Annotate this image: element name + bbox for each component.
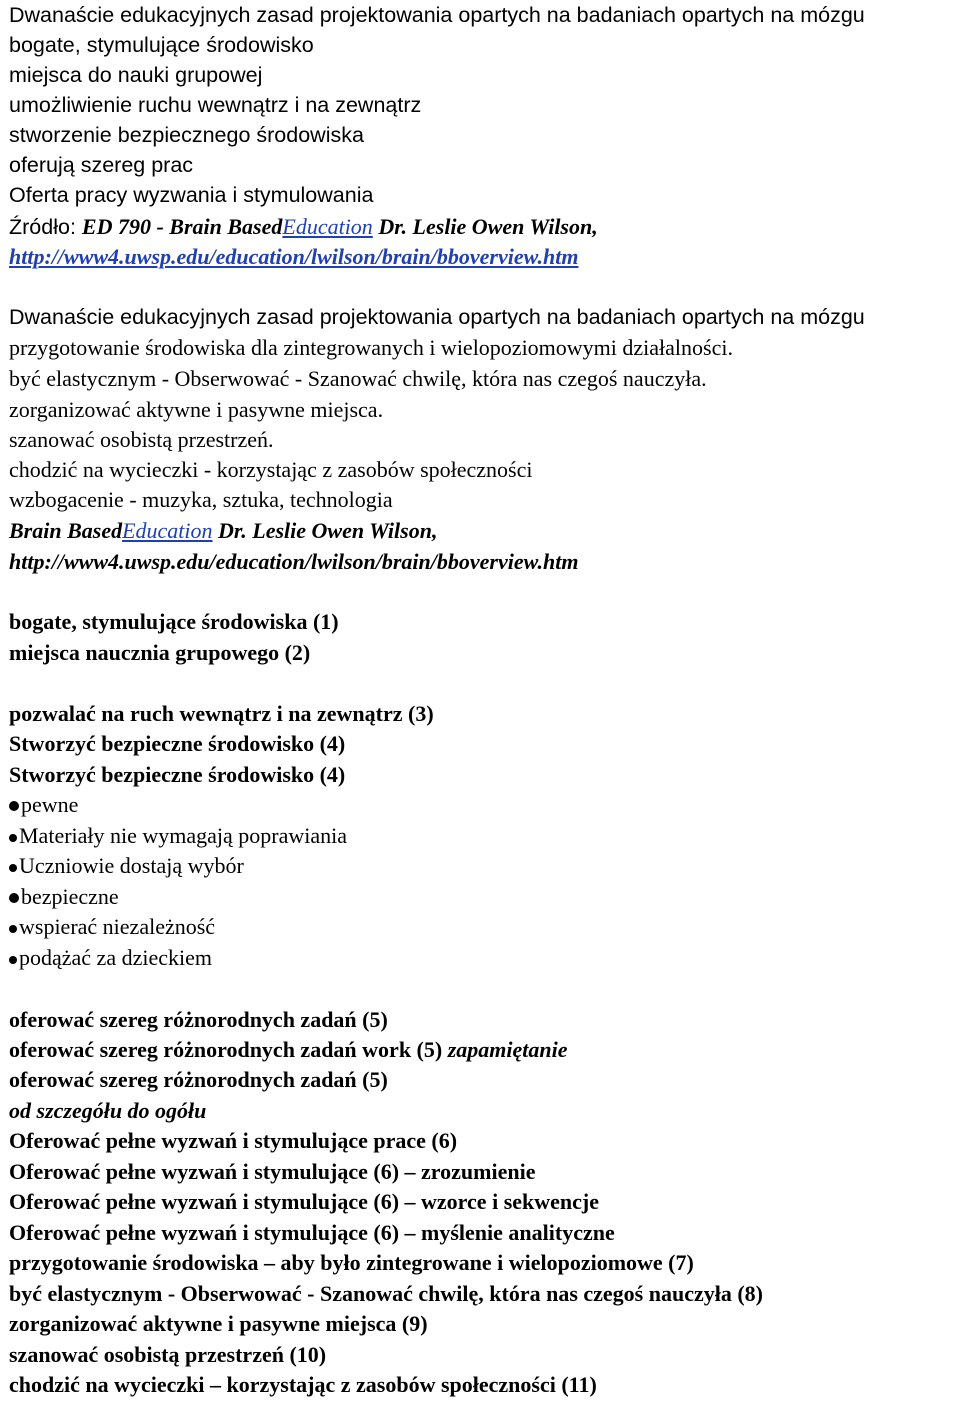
bullet-text: bezpieczne xyxy=(21,884,119,909)
principle-line: miejsca naucznia grupowego (2) xyxy=(9,640,311,665)
bullet-icon xyxy=(9,834,17,842)
principle-line: oferować szereg różnorodnych zadań (5) xyxy=(9,1007,388,1032)
bullet-icon xyxy=(9,956,17,964)
principle-italic: zapamiętanie xyxy=(447,1037,568,1062)
source-course: Brain Based xyxy=(9,518,123,543)
section2-item: przygotowanie środowiska dla zintegrowanych i wielopoziomowymi działalności. xyxy=(9,335,733,360)
bullet-icon xyxy=(9,864,17,872)
principle-text: oferować szereg różnorodnych zadań work (5) xyxy=(9,1037,448,1062)
bullet-item xyxy=(9,943,212,973)
principle-line xyxy=(9,1035,568,1065)
section2-item: wzbogacenie - muzyka, sztuka, technologia xyxy=(9,487,393,512)
source-author: Dr. Leslie Owen Wilson, xyxy=(212,518,438,543)
principle-line: Oferować pełne wyzwań i stymulujące (6) – zrozumienie xyxy=(9,1159,536,1184)
section1-title: Dwanaście edukacyjnych zasad projektowania opartych na badaniach opartych na mózgu xyxy=(9,3,865,27)
principle-line: Oferować pełne wyzwań i stymulujące (6) – wzorce i sekwencje xyxy=(9,1189,599,1214)
principle-line: przygotowanie środowiska – aby było zintegrowane i wielopoziomowe (7) xyxy=(9,1250,694,1275)
section2-item: chodzić na wycieczki - korzystając z zasobów społeczności xyxy=(9,457,533,482)
principle-line: Oferować pełne wyzwań i stymulujące (6) – myślenie analityczne xyxy=(9,1220,615,1245)
section1-item: stworzenie bezpiecznego środowiska xyxy=(9,123,364,147)
bullet-icon xyxy=(9,925,17,933)
bullet-item xyxy=(9,882,119,912)
education-link[interactable]: Education xyxy=(282,214,373,239)
bullet-item xyxy=(9,851,244,881)
section1-url-link[interactable]: http://www4.uwsp.edu/education/lwilson/brain/bboverview.htm xyxy=(9,244,579,269)
section2-item: zorganizować aktywne i pasywne miejsca. xyxy=(9,397,384,422)
principle-line: oferować szereg różnorodnych zadań (5) xyxy=(9,1067,388,1092)
principle-line: szanować osobistą przestrzeń (10) xyxy=(9,1342,327,1367)
principle-line: być elastycznym - Obserwować - Szanować chwilę, która nas czegoś nauczyła (8) xyxy=(9,1281,763,1306)
section2-item: szanować osobistą przestrzeń. xyxy=(9,427,274,452)
section1-item: Oferta pracy wyzwania i stymulowania xyxy=(9,183,374,207)
bullet-icon xyxy=(9,893,19,903)
principle-line: chodzić na wycieczki – korzystając z zasobów społeczności (11) xyxy=(9,1372,597,1397)
source-prefix: Źródło: xyxy=(9,215,82,239)
section1-source xyxy=(9,212,598,242)
bullet-text: Materiały nie wymagają poprawiania xyxy=(19,823,348,848)
principle-line: bogate, stymulujące środowiska (1) xyxy=(9,609,339,634)
bullet-item xyxy=(9,821,347,851)
bullet-text: Uczniowie dostają wybór xyxy=(19,853,244,878)
section1-item: bogate, stymulujące środowisko xyxy=(9,33,314,57)
principle-line: od szczegółu do ogółu xyxy=(9,1098,207,1123)
principle-line: zorganizować aktywne i pasywne miejsca (9) xyxy=(9,1311,428,1336)
bullet-item xyxy=(9,790,78,820)
section1-item: miejsca do nauki grupowej xyxy=(9,63,263,87)
bullet-item xyxy=(9,912,215,942)
bullet-text: pewne xyxy=(21,792,79,817)
section2-source xyxy=(9,516,437,546)
section1-item: oferują szereg prac xyxy=(9,153,194,177)
principle-line: Stworzyć bezpieczne środowisko (4) xyxy=(9,731,346,756)
principle-line: Stworzyć bezpieczne środowisko (4) xyxy=(9,762,346,787)
source-course: ED 790 - Brain Based xyxy=(81,214,283,239)
principle-line: Oferować pełne wyzwań i stymulujące prace (6) xyxy=(9,1128,458,1153)
section2-title: Dwanaście edukacyjnych zasad projektowania opartych na badaniach opartych na mózgu xyxy=(9,305,865,329)
source-author: Dr. Leslie Owen Wilson, xyxy=(372,214,598,239)
bullet-text: podążać za dzieckiem xyxy=(19,945,212,970)
section2-item: być elastycznym - Obserwować - Szanować chwilę, która nas czegoś nauczyła. xyxy=(9,366,707,391)
education-link[interactable]: Education xyxy=(122,518,213,543)
principle-line: pozwalać na ruch wewnątrz i na zewnątrz (3) xyxy=(9,701,434,726)
bullet-text: wspierać niezależność xyxy=(19,914,216,939)
section1-item: umożliwienie ruchu wewnątrz i na zewnątrz xyxy=(9,93,422,117)
section2-url: http://www4.uwsp.edu/education/lwilson/brain/bboverview.htm xyxy=(9,549,579,574)
bullet-icon xyxy=(9,801,19,811)
